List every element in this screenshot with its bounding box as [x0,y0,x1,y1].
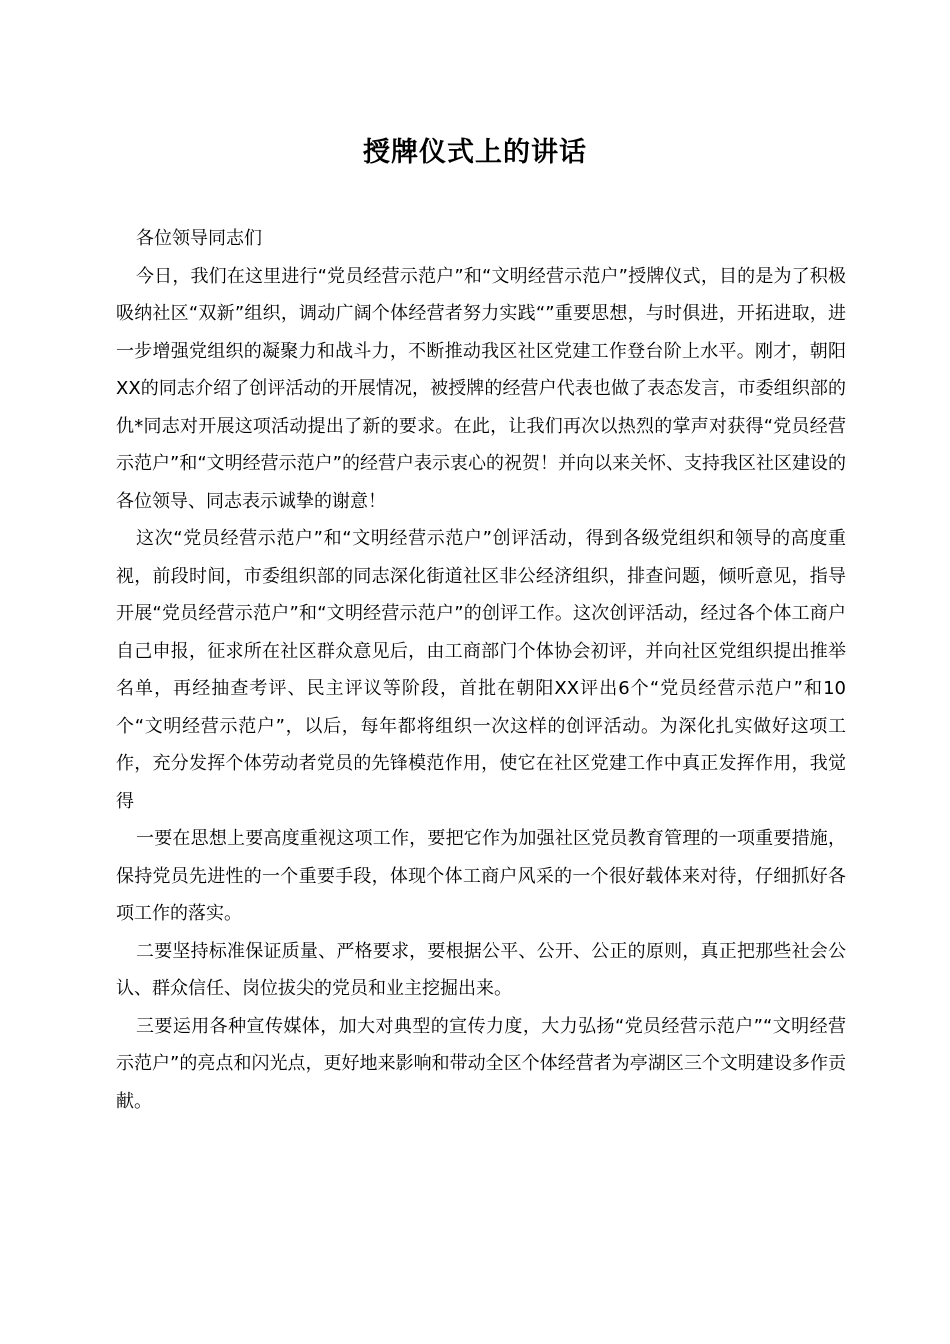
document-title: 授牌仪式上的讲话 [363,137,587,168]
paragraph-salutation: 各位领导同志们 [136,228,262,249]
paragraph-opening: 今日，我们在这里进行“党员经营示范户”和“文明经营示范户”授牌仪式，目的是为了积极吸纳社区“双新”组织，调动广阔个体经营者努力实践“”重要思想，与时俱进，开拓进取，进一步增强党组织的凝聚力和战斗力，不断推动我区社区党建工作登台阶上水平。刚才，朝阳XX的同志介绍了创评活动的开展情况，被授牌的经营户代表也做了表态发言，市委组织部的仇*同志对开展这项活动提出了新的要求。在此，让我们再次以热烈的掌声对获得“党员经营示范户”和“文明经营示范户”的经营户表示衷心的祝贺！并向以来关怀、支持我区社区建设的各位领导、同志表示诚挚的谢意！ [116,265,846,512]
paragraph-point-two: 二要坚持标准保证质量、严格要求，要根据公平、公开、公正的原则，真正把那些社会公认、群众信任、岗位拔尖的党员和业主挖掘出来。 [116,940,846,999]
paragraph-activity: 这次“党员经营示范户”和“文明经营示范户”创评活动，得到各级党组织和领导的高度重视，前段时间，市委组织部的同志深化街道社区非公经济组织，排查问题，倾听意见，指导开展“党员经营示范户”和“文明经营示范户”的创评工作。这次创评活动，经过各个体工商户自己申报，征求所在社区群众意见后，由工商部门个体协会初评，并向社区党组织提出推举名单，再经抽查考评、民主评议等阶段，首批在朝阳XX评出6个“党员经营示范户”和10个“文明经营示范户”，以后，每年都将组织一次这样的创评活动。为深化扎实做好这项工作，充分发挥个体劳动者党员的先锋模范作用，使它在社区党建工作中真正发挥作用，我觉得 [116,528,846,812]
document-body [116,220,846,1120]
paragraph-point-one: 一要在思想上要高度重视这项工作，要把它作为加强社区党员教育管理的一项重要措施，保持党员先进性的一个重要手段，体现个体工商户风采的一个很好载体来对待，仔细抓好各项工作的落实。 [116,828,846,924]
paragraph-point-three: 三要运用各种宣传媒体，加大对典型的宣传力度，大力弘扬“党员经营示范户”“文明经营示范户”的亮点和闪光点，更好地来影响和带动全区个体经营者为亭湖区三个文明建设多作贡献。 [116,1015,846,1112]
